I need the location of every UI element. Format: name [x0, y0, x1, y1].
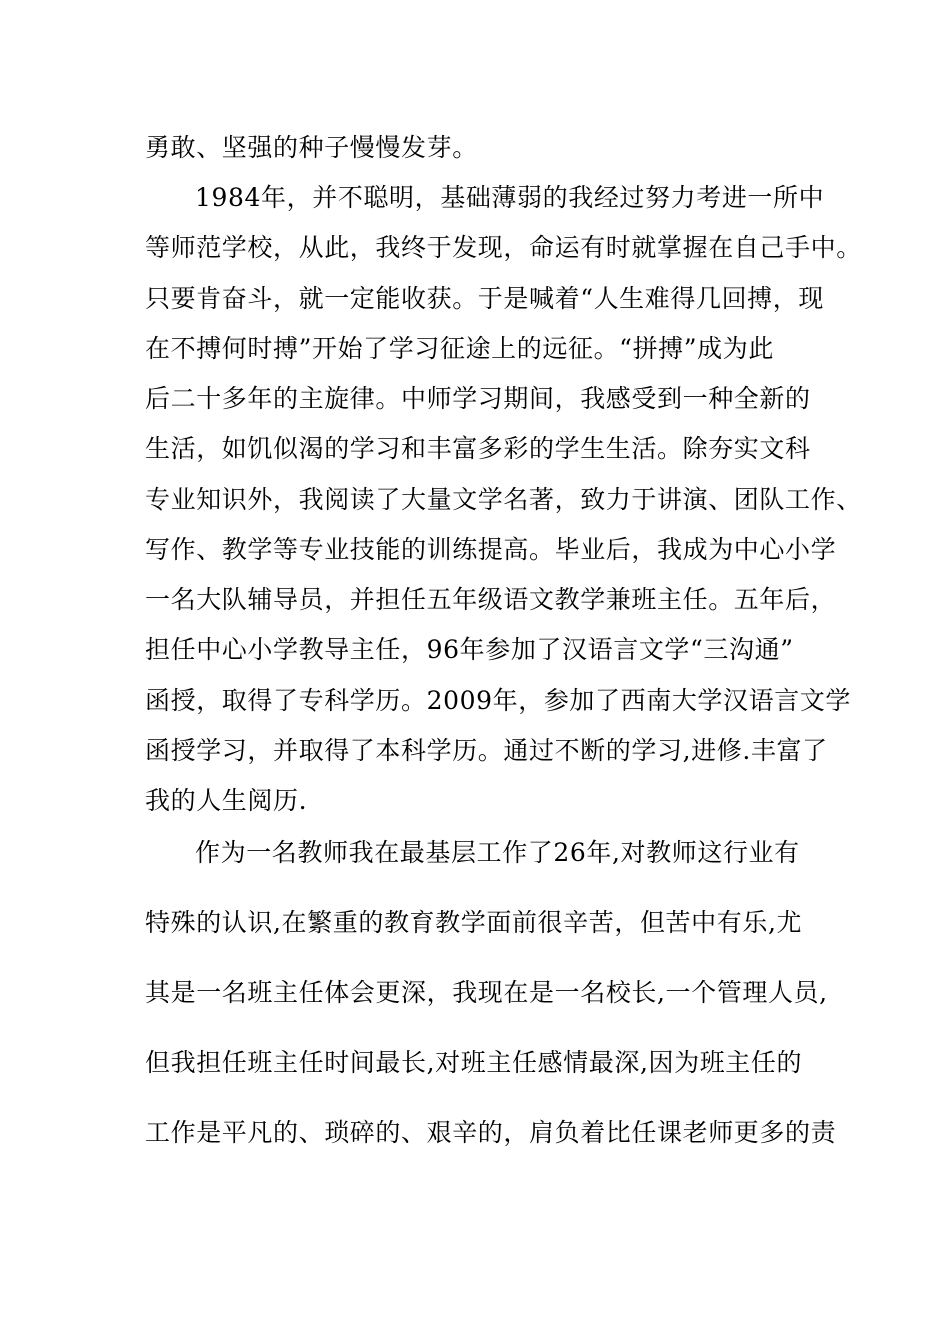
text-line: 勇敢、坚强的种子慢慢发芽。	[145, 133, 478, 162]
text-line: 函授，取得了专科学历。2009年，参加了西南大学汉语言文学	[145, 686, 852, 715]
text-line: 但我担任班主任时间最长,对班主任感情最深,因为班主任的	[145, 1048, 803, 1077]
text-line: 等师范学校，从此，我终于发现，命运有时就掌握在自己手中。	[145, 233, 862, 262]
text-line: 特殊的认识,在繁重的教育教学面前很辛苦，但苦中有乐,尤	[145, 908, 803, 937]
text-line: 我的人生阅历.	[145, 786, 308, 815]
text-line: 其是一名班主任体会更深，我现在是一名校长,一个管理人员,	[145, 978, 828, 1007]
text-line: 担任中心小学教导主任，96年参加了汉语言文学“三沟通”	[145, 635, 794, 664]
text-line: 一名大队辅导员，并担任五年级语文教学兼班主任。五年后，	[145, 585, 837, 614]
text-line: 专业知识外，我阅读了大量文学名著，致力于讲演、团队工作、	[145, 485, 862, 514]
text-line: 在不搏何时搏”开始了学习征途上的远征。“拼搏”成为此	[145, 334, 774, 363]
text-line: 后二十多年的主旋律。中师学习期间，我感受到一种全新的	[145, 384, 811, 413]
text-line: 工作是平凡的、琐碎的、艰辛的，肩负着比任课老师更多的责	[145, 1118, 837, 1147]
text-line: 生活，如饥似渴的学习和丰富多彩的学生生活。除夯实文科	[145, 434, 811, 463]
text-line: 写作、教学等专业技能的训练提高。毕业后，我成为中心小学	[145, 535, 837, 564]
text-line: 函授学习，并取得了本科学历。通过不断的学习,进修.丰富了	[145, 736, 828, 765]
text-line: 1984年，并不聪明，基础薄弱的我经过努力考进一所中	[195, 183, 825, 212]
text-line: 作为一名教师我在最基层工作了26年,对教师这行业有	[195, 838, 800, 867]
text-line: 只要肯奋斗，就一定能收获。于是喊着“人生难得几回搏，现	[145, 284, 824, 313]
